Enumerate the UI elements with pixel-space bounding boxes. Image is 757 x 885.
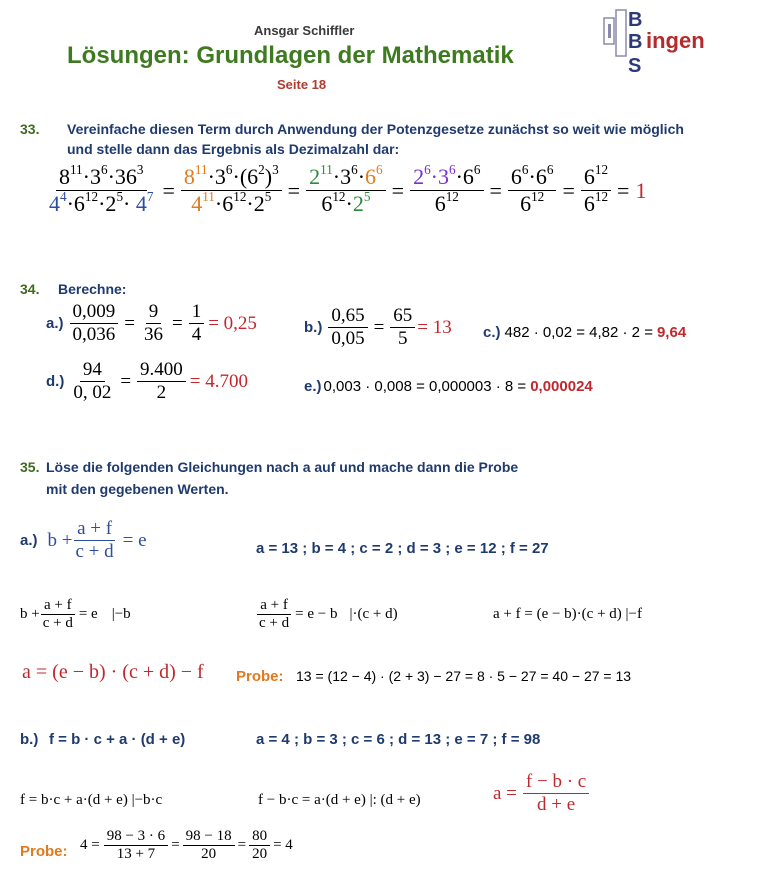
task-35b-step2: f − b·c = a·(d + e) |: (d + e) [258, 792, 421, 808]
task-35a-probe: 13 = (12 − 4) · (2 + 3) − 27 = 8 · 5 − 27 = 40 − 27 = 13 [296, 668, 632, 684]
task-35b-solution: a = $\frac{f - b \cdot c}{d + e}$ [493, 771, 589, 816]
task-35a-step3: a + f = (e − b)·(c + d) |−f [493, 606, 642, 622]
author: Ansgar Schiffler [254, 23, 355, 38]
task-35b-equation: f = b · c + a · (d + e) [49, 731, 186, 748]
task-35b-step1: f = b·c + a·(d + e) |−b·c [20, 792, 163, 808]
task-33-text-1: Vereinfache diesen Term durch Anwendung der Potenzgesetze zunächst so weit wie möglich [67, 121, 684, 137]
task-34-e: e.) 0,003 · 0,008 = 0,000003 · 8 = 0,000024 [304, 378, 593, 395]
task-35-number: 35. [20, 459, 40, 475]
task-34-b: b.) $\frac{0,65}{0,05}$ = $\frac{65}{5}$ = 13 [304, 305, 452, 349]
task-35b-given: a = 4 ; b = 3 ; c = 6 ; d = 13 ; e = 7 ; f = 98 [256, 731, 541, 748]
task-35a-equation: a.) b + $\frac{a + f}{c + d}$ = e [20, 518, 147, 562]
task-35a-solution: a = (e − b) · (c + d) − f [22, 661, 204, 683]
task-35a-given: a = 13 ; b = 4 ; c = 2 ; d = 3 ; e = 12 ; f = 27 [256, 540, 549, 557]
task-35-text-1: Löse die folgenden Gleichungen nach a auf und mache dann die Probe [46, 459, 519, 475]
page-title: Lösungen: Grundlagen der Mathematik [67, 42, 514, 69]
task-34-a: a.) $\frac{0,009}{0,036}$ = $\frac{9}{36}$ = $\frac{1}{4}$ = 0,25 [46, 301, 257, 345]
task-34-title: Berechne: [58, 281, 127, 297]
task-35b-label: b.) [20, 731, 39, 748]
task-33-number: 33. [20, 121, 40, 137]
task-35b-probe-label: Probe: [20, 843, 68, 860]
task-35-text-2: mit den gegebenen Werten. [46, 481, 229, 497]
task-33-equation: $\frac{8^{11}\cdot 3^6\cdot 36^3}{4^4\cdot 6^{12}\cdot 2^5\cdot 4^7}$ = $\frac{8^{11}\cdot 3^6\cdot(6^2)^3}{4^{11}\cdot 6^{12}\cdot 2^5}$ = $\frac{2^{11}\cdot 3^6\cdot 6^6}{6^{12}\cdot 2^5}$ = $\frac{2^6\cdot 3^6\cdot 6^6}{6^{12}}$ = $\frac{6^6\cdot 6^6}{6^{12}}$ = $\frac{6^{12}}{6^{12}}$ = 1 [49, 162, 647, 216]
svg-text:B: B [628, 31, 643, 53]
page-number: Seite 18 [277, 77, 327, 92]
task-34-c: c.) 482 · 0,02 = 4,82 · 2 = 9,64 [483, 324, 687, 341]
task-33-text-2: und stelle dann das Ergebnis als Dezimalzahl dar: [67, 141, 400, 157]
svg-text:ingen: ingen [646, 28, 705, 53]
svg-text:B: B [628, 9, 643, 31]
svg-text:S: S [628, 55, 642, 77]
task-35a-step1: b + $\frac{a + f}{c + d}$ = e |−b [20, 597, 131, 631]
task-34-number: 34. [20, 281, 40, 297]
task-35a-step2: $\frac{a + f}{c + d}$ = e − b |·(c + d) [259, 597, 398, 631]
task-35b-probe: 4 = $\frac{98 - 3 \cdot 6}{13 + 7}$ = $\frac{98 - 18}{20}$ = $\frac{80}{20}$ = 4 [80, 828, 293, 862]
task-34-d: d.) $\frac{94}{0, 02}$ = $\frac{9.400}{2}$ = 4.700 [46, 359, 249, 403]
school-logo [602, 6, 737, 80]
task-35a-probe-label: Probe: [236, 668, 284, 685]
task-33-result: 1 [635, 177, 647, 203]
